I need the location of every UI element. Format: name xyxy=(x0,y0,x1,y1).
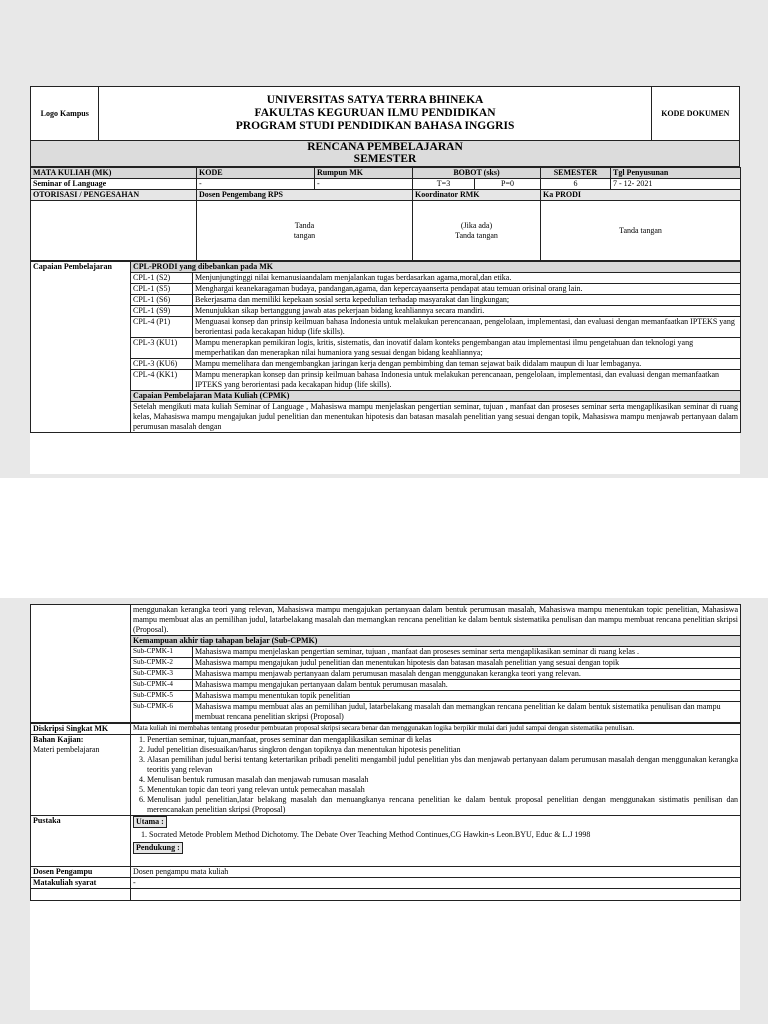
mk-syarat-value: - xyxy=(131,878,741,889)
cpl-code: CPL-3 (KU6) xyxy=(131,359,193,370)
bahan-item: 1. Penertian seminar, tujuan,manfaat, proses seminar dan mengaplikasikan seminar di kelas xyxy=(147,735,738,745)
signature-dosen xyxy=(197,201,413,261)
course-info-table xyxy=(30,167,741,261)
rumpun-header: Rumpun MK xyxy=(315,168,413,179)
semester-value: 6 xyxy=(541,179,611,190)
mk-syarat-label: Matakuliah syarat xyxy=(31,878,131,889)
bahan-item: 3. Alasan pemilihan judul berisi tentang ketertarikan pribadi peneliti mengambil judul penelitian ybs dan menjawab pertanyaan dalam perumusan masalah dengan menggunakan kerangka teoritis yang relevan xyxy=(147,755,738,775)
cpl-text: Mampu memelihara dan mengembangkan jaringan kerja dengan pembimbing dan teman sejawat baik didalam maupun di luar lembaganya. xyxy=(193,359,741,370)
dosen-pengampu-value: Dosen pengampu mata kuliah xyxy=(131,867,741,878)
rps-title-line1: RENCANA PEMBELAJARAN xyxy=(307,141,463,153)
cpl-code: CPL-1 (S5) xyxy=(131,284,193,295)
cpl-code: CPL-1 (S6) xyxy=(131,295,193,306)
bahan-list-cell xyxy=(131,735,741,816)
sub-cpmk-header: Kemampuan akhir tiap tahapan belajar (Sub-CPMK) xyxy=(131,636,741,647)
signature-koordinator xyxy=(413,201,541,261)
sub-cpmk-code: Sub-CPMK-5 xyxy=(131,691,193,702)
cpl-code: CPL-3 (KU1) xyxy=(131,338,193,359)
cpl-code: CPL-4 (KK1) xyxy=(131,370,193,391)
sign1-text: Tanda tangan xyxy=(293,220,316,240)
capaian-continued-table xyxy=(30,604,741,723)
bobot-p: P=0 xyxy=(475,179,541,190)
bahan-item: 5. Menentukan topic dan teori yang relevan untuk pemecahan masalah xyxy=(147,785,738,795)
cpl-text: Mampu menerapkan pemikiran logis, kritis, sistematis, dan inovatif dalam konteks pengembangan atau implementasi ilmu pengetahuan dan teknologi yang memperhatikan dan menerapkan nilai humaniora yang sesuai dengan bidang keahliannya; xyxy=(193,338,741,359)
bobot-header: BOBOT (sks) xyxy=(413,168,541,179)
utama-list xyxy=(133,830,709,840)
page-gap xyxy=(0,478,768,598)
sign2-note: (Jika ada) xyxy=(460,220,493,230)
deskripsi-text: Mata kuliah ini membahas tentang prosedur pembuatan proposal skripsi secara benar dan menggunakan logika berpikir mulai dari judul sampai dengan sistematika penulisan. xyxy=(131,724,741,735)
otorisasi-blank xyxy=(31,201,197,261)
pustaka-cell xyxy=(131,816,741,867)
utama-label: Utama : xyxy=(133,816,167,828)
bobot-t: T=3 xyxy=(413,179,475,190)
sub-cpmk-code: Sub-CPMK-2 xyxy=(131,658,193,669)
cpl-text: Bekerjasama dan memiliki kepekaan sosial serta kepedulian terhadap masyarakat dan lingkungan; xyxy=(193,295,741,306)
tgl-header: Tgl Penyusunan xyxy=(611,168,741,179)
pustaka-label: Pustaka xyxy=(31,816,131,867)
kode-dokumen: KODE DOKUMEN xyxy=(651,87,739,141)
signature-ka-prodi: Tanda tangan xyxy=(541,201,741,261)
institution-heading xyxy=(99,87,651,141)
bahan-item: 6. Menulisan judul penelitian,latar belakang masalah dan menuangkanya rencana penelitian ke dalam bentuk proposal penelitian dengan menggunakan sistimatis penilisan dan merencanakan penelitian skripsi (Proposal) xyxy=(147,795,738,815)
cpl-text: Mampu menerapkan konsep dan prinsip keilmuan bahasa Indonesia untuk melakukan perencanaan, pengelolaan, implementasi, dan evaluasi dengan memanfaatkan IPTEKS yang berorientasi pada kecakapan hidup (life skills). xyxy=(193,370,741,391)
kode-value: - xyxy=(197,179,315,190)
faculty-name: FAKULTAS KEGURUAN ILMU PENDIDIKAN xyxy=(254,107,496,119)
cpl-text: Menguasai konsep dan prinsip keilmuan bahasa Indonesia untuk melakukan perencanaan, pengelolaan, implementasi, dan evaluasi dengan memanfaatkan IPTEKS yang berorientasi pada kecakapan hidup (life skills). xyxy=(193,317,741,338)
sub-cpmk-text: Mahasiswa mampu menjawab pertanyaan dalam perumusan masalah dengan menggunakan kerangka teori yang relevan. xyxy=(193,669,741,680)
sub-cpmk-code: Sub-CPMK-4 xyxy=(131,680,193,691)
rps-title xyxy=(31,141,740,167)
rumpun-value: - xyxy=(315,179,413,190)
course-details-table xyxy=(30,723,741,901)
program-name: PROGRAM STUDI PENDIDIKAN BAHASA INGGRIS xyxy=(235,120,515,132)
bahan-label-cell xyxy=(31,735,131,816)
cpmk-text: Setelah mengikuti mata kuliah Seminar of Language , Mahasiswa mampu menjelaskan pengertian seminar, tujuan , manfaat dan proseses seminar serta mengaplikasikan seminar di ruang kelas, Mahasiswa mampu mengajukan judul penelitian dan menentukan hipotesis dan batasan masalah penelitian yang sesuai dengan topik, Mahasiswa mampu menjawab pertanyaan dalam perumusan masalah dengan xyxy=(131,402,741,433)
otorisasi-label: OTORISASI / PENGESAHAN xyxy=(31,190,197,201)
capaian-table xyxy=(30,261,741,433)
capaian-cont-label xyxy=(31,605,131,723)
capaian-label: Capaian Pembelajaran xyxy=(31,262,131,433)
deskripsi-label: Diskripsi Singkat MK xyxy=(31,724,131,735)
sub-cpmk-code: Sub-CPMK-1 xyxy=(131,647,193,658)
sub-cpmk-text: Mahasiswa mampu menentukan topik penelitian xyxy=(193,691,741,702)
cpl-header: CPL-PRODI yang dibebankan pada MK xyxy=(131,262,741,273)
cpmk-header: Capaian Pembelajaran Mata Kuliah (CPMK) xyxy=(131,391,741,402)
sub-cpmk-text: Mahasiswa mampu mengajukan judul penelitian dan menentukan hipotesis dan batasan masalah penelitian yang sesuai dengan topik xyxy=(193,658,741,669)
dosen-pengembang-label: Dosen Pengembang RPS xyxy=(197,190,413,201)
mk-header: MATA KULIAH (MK) xyxy=(31,168,197,179)
koordinator-label: Koordinator RMK xyxy=(413,190,541,201)
bahan-sublabel: Materi pembelajaran xyxy=(33,745,100,754)
sub-cpmk-text: Mahasiswa mampu menjelaskan pengertian seminar, tujuan , manfaat dan proseses seminar serta mengaplikasikan seminar di ruang kelas . xyxy=(193,647,741,658)
cpl-text: Menunjukkan sikap bertanggung jawab atas pekerjaan bidang keahliannya secara mandiri. xyxy=(193,306,741,317)
bahan-list xyxy=(133,735,738,815)
logo-kampus: Logo Kampus xyxy=(31,87,99,141)
empty-cell xyxy=(31,889,131,901)
university-name: UNIVERSITAS SATYA TERRA BHINEKA xyxy=(266,94,484,106)
rps-header-table xyxy=(30,86,740,167)
mk-value: Seminar of Language xyxy=(31,179,197,190)
document-page-1 xyxy=(30,86,740,474)
pendukung-label: Pendukung : xyxy=(133,842,183,854)
cpl-text: Menghargai keanekaragaman budaya, pandangan,agama, dan kepercayaanserta pendapat atau temuan orisinal orang lain. xyxy=(193,284,741,295)
cpl-code: CPL-1 (S9) xyxy=(131,306,193,317)
sub-cpmk-code: Sub-CPMK-3 xyxy=(131,669,193,680)
cpl-code: CPL-4 (P1) xyxy=(131,317,193,338)
cpl-text: Menjunjungtinggi nilai kemanusiaandalam menjalankan tugas berdasarkan agama,moral,dan etika. xyxy=(193,273,741,284)
semester-header: SEMESTER xyxy=(541,168,611,179)
ka-prodi-label: Ka PRODI xyxy=(541,190,741,201)
document-page-2 xyxy=(30,604,740,1010)
rps-title-line2: SEMESTER xyxy=(353,153,417,165)
cpmk-text-cont: menggunakan kerangka teori yang relevan, Mahasiswa mampu mengajukan pertanyaan dalam bentuk perumusan masalah, Mahasiswa mampu menentukan topic penelitian, Mahasiswa mampu membuat alas an pemilihan judul, latarbelakang masalah dan memangkan rencana penelitian ke dalam bentuk sistematika penulisan dan mampu membuat rencana penelitian skripsi (Proposal). xyxy=(131,605,741,636)
cpl-code: CPL-1 (S2) xyxy=(131,273,193,284)
dosen-pengampu-label: Dosen Pengampu xyxy=(31,867,131,878)
tgl-value: 7 - 12- 2021 xyxy=(611,179,741,190)
bahan-label: Bahan Kajian: xyxy=(33,735,84,744)
utama-item: 1. Socrated Metode Problem Method Dichotomy. The Debate Over Teaching Method Continues,CG Hawkin-s Leon.BYU, Educ & L.J 1998 xyxy=(149,830,709,840)
sub-cpmk-text: Mahasiswa mampu membuat alas an pemilihan judul, latarbelakang masalah dan memangkan rencana penelitian ke dalam bentuk sistematika penulisan dan mampu membuat rencana penelitian skripsi (Proposal) xyxy=(193,702,741,723)
empty-cell xyxy=(131,889,741,901)
sign2-text: Tanda tangan xyxy=(455,230,498,240)
bahan-item: 4. Menulisan bentuk rumusan masalah dan menjawab rumusan masalah xyxy=(147,775,738,785)
kode-header: KODE xyxy=(197,168,315,179)
sub-cpmk-code: Sub-CPMK-6 xyxy=(131,702,193,723)
sub-cpmk-text: Mahasiswa mampu mengajukan pertanyaan dalam bentuk perumusan masalah. xyxy=(193,680,741,691)
bahan-item: 2. Judul penelitian disesuaikan/harus singkron dengan topiknya dan menentukan hipotesis penelitian xyxy=(147,745,738,755)
